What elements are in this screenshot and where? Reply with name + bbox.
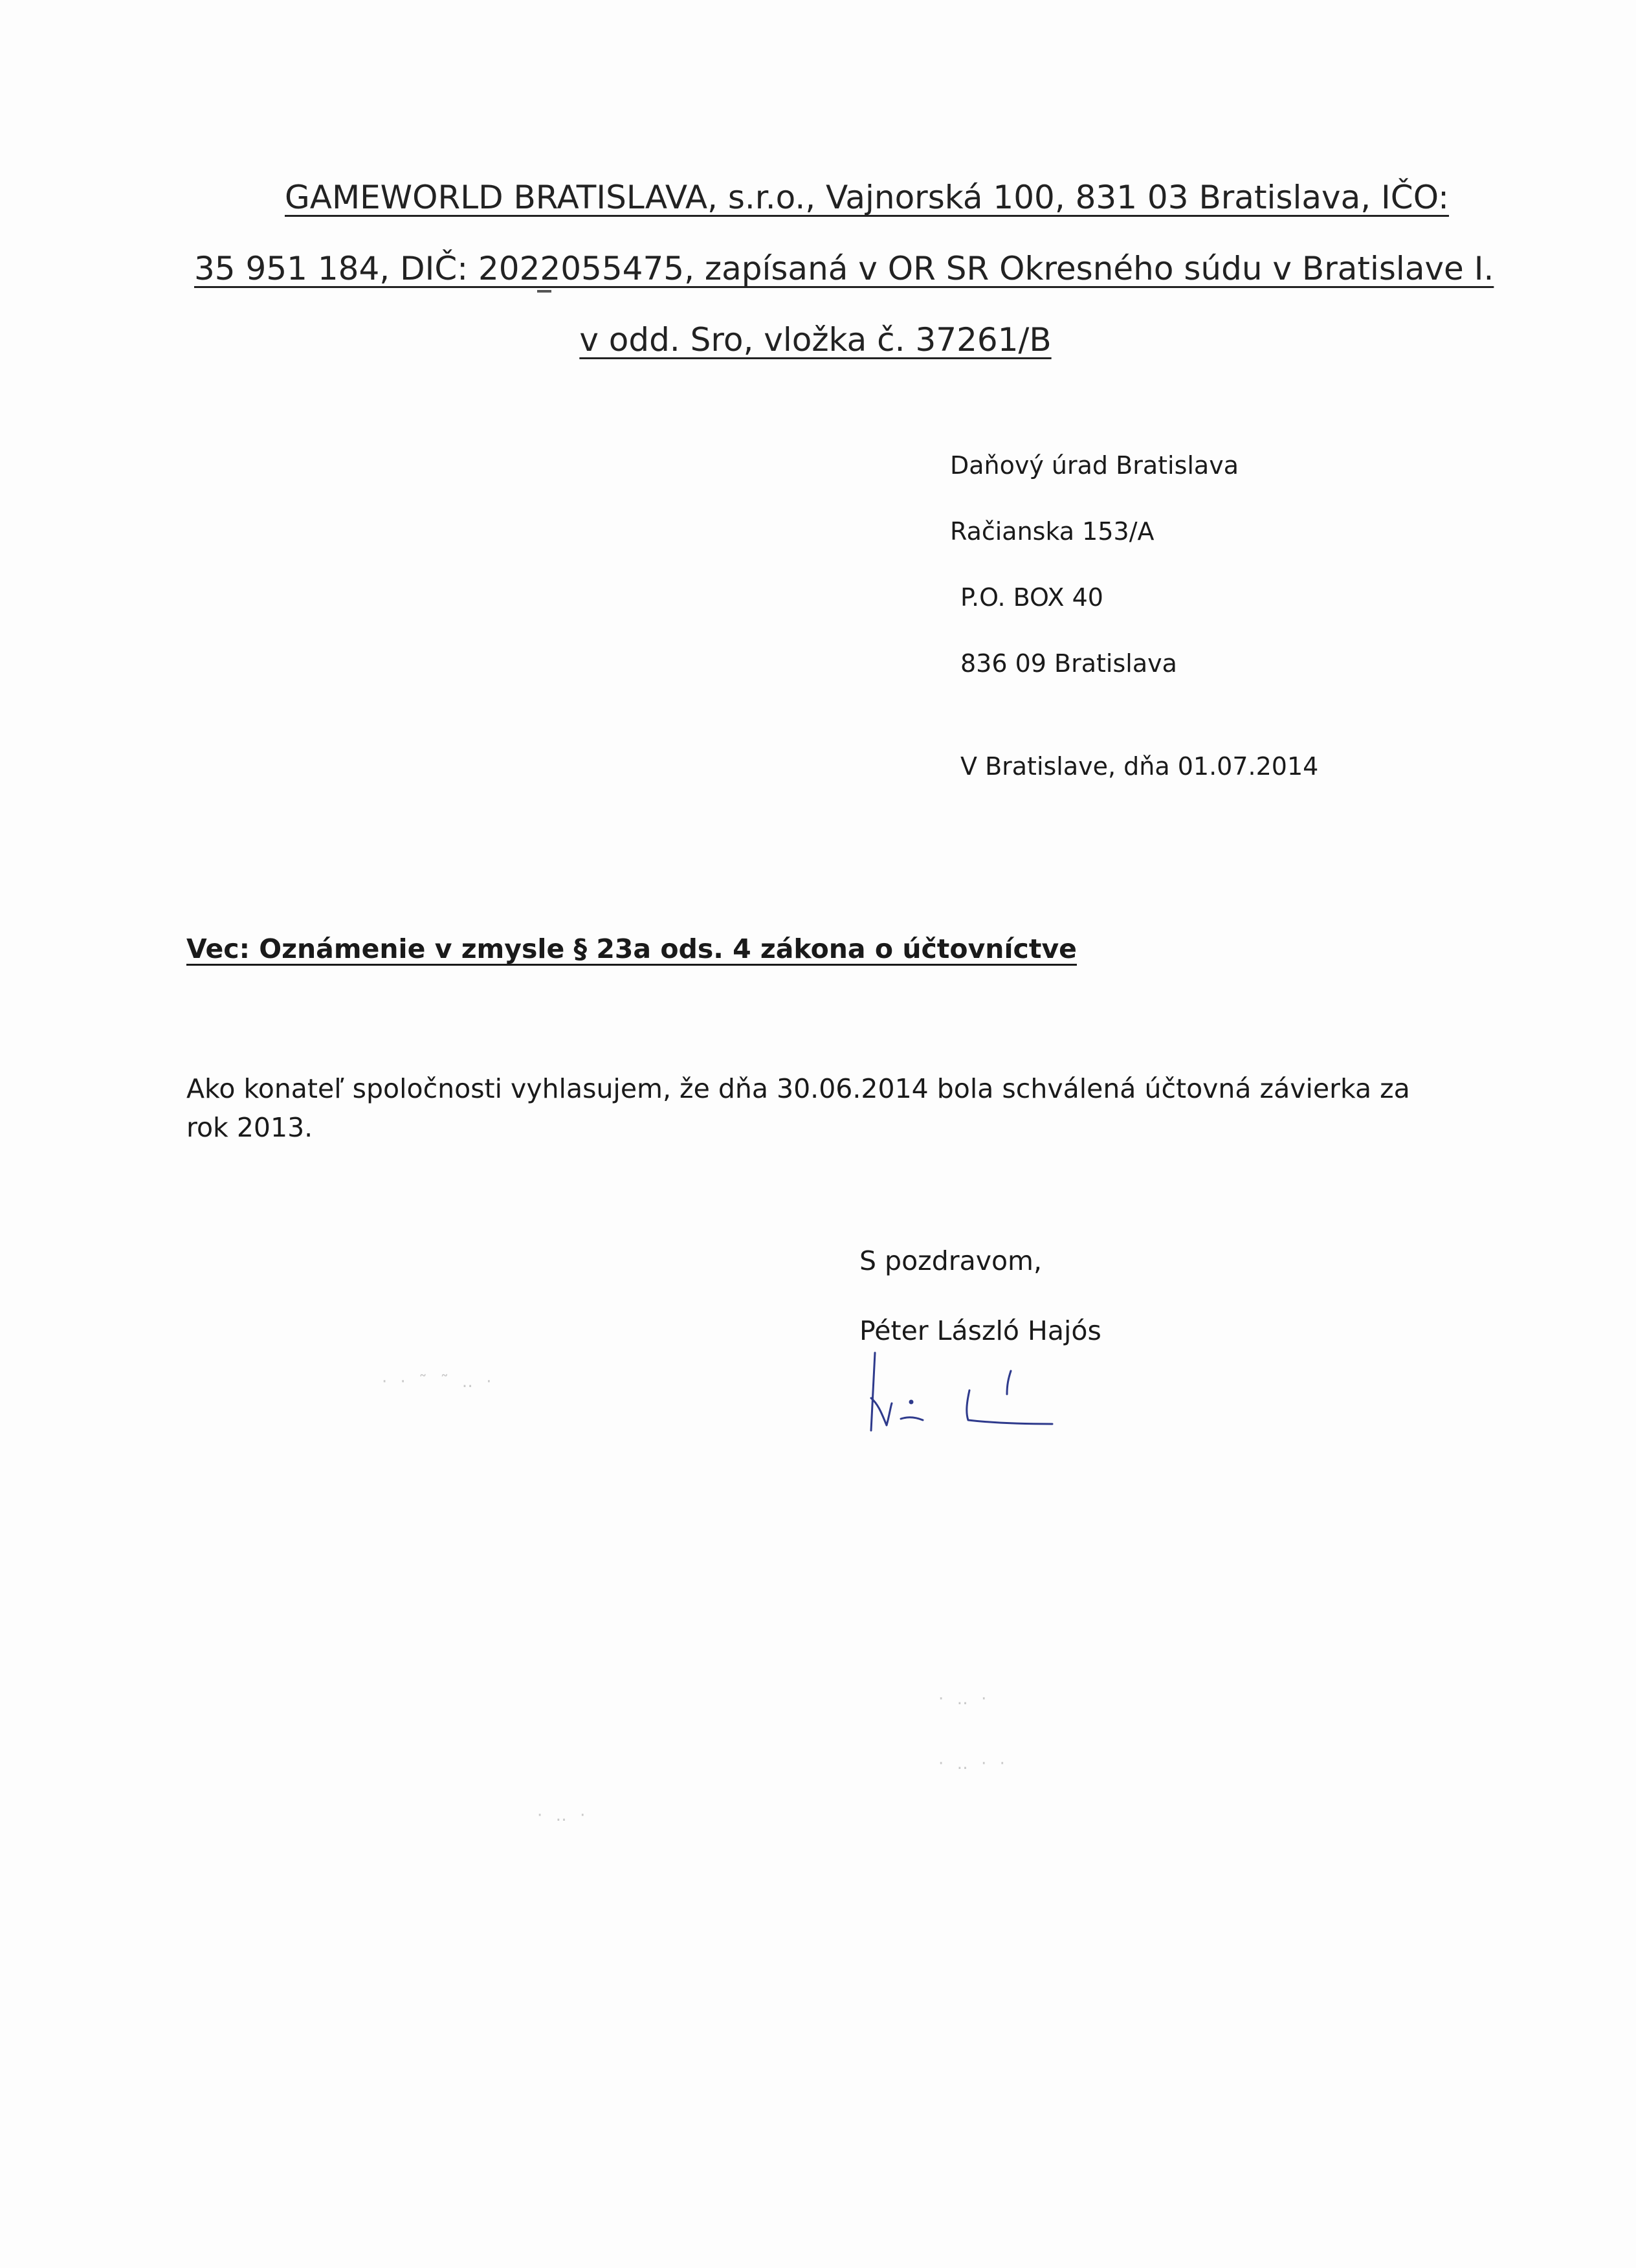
signer-name: Péter László Hajós bbox=[859, 1315, 1101, 1346]
stray-mark bbox=[537, 290, 551, 293]
faint-mark: · ‥ · · bbox=[938, 1754, 1009, 1773]
recipient-pobox: P.O. BOX 40 bbox=[960, 583, 1103, 612]
faint-mark: · · ˜ ˜ ‥ · bbox=[382, 1372, 496, 1392]
recipient-office: Daňový úrad Bratislava bbox=[950, 451, 1239, 480]
header-line-2: 35 951 184, DIČ: 2022055475, zapísaná v OR SR Okresného súdu v Bratislave I. bbox=[194, 250, 1494, 287]
recipient-city: 836 09 Bratislava bbox=[960, 649, 1177, 678]
recipient-street: Račianska 153/A bbox=[950, 517, 1155, 546]
header-line-1: GAMEWORLD BRATISLAVA, s.r.o., Vajnorská 100, 831 03 Bratislava, IČO: bbox=[285, 179, 1450, 216]
signature-icon bbox=[861, 1340, 1068, 1437]
subject-line: Vec: Oznámenie v zmysle § 23a ods. 4 zákona o účtovníctve bbox=[186, 933, 1077, 964]
faint-mark: · ‥ · bbox=[938, 1689, 991, 1709]
header-line-3: v odd. Sro, vložka č. 37261/B bbox=[579, 321, 1052, 359]
body-paragraph: Ako konateľ spoločnosti vyhlasujem, že dňa 30.06.2014 bola schválená účtovná závierka za rok 2013. bbox=[186, 1073, 1410, 1143]
place-date: V Bratislave, dňa 01.07.2014 bbox=[960, 752, 1319, 781]
faint-mark: · ‥ · bbox=[537, 1806, 590, 1825]
closing-greeting: S pozdravom, bbox=[859, 1245, 1043, 1276]
company-header bbox=[194, 162, 1494, 375]
recipient-address bbox=[950, 432, 1239, 696]
